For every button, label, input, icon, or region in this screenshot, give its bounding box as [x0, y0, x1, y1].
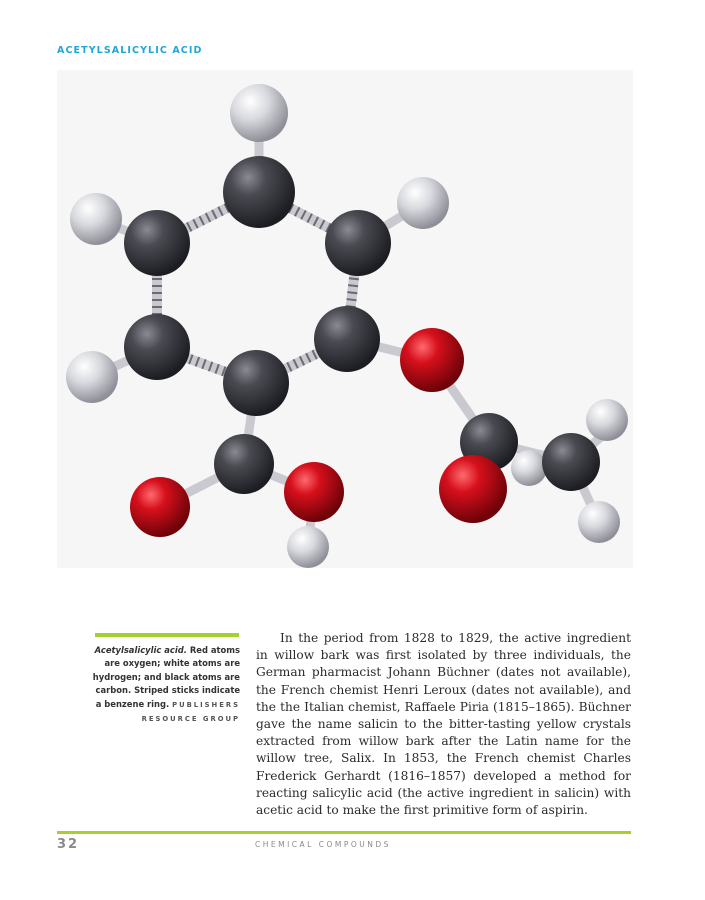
- hydrogen-atom: [66, 351, 118, 403]
- hydrogen-atom: [397, 177, 449, 229]
- hydrogen-atom: [578, 501, 620, 543]
- hydrogen-atom: [511, 450, 547, 486]
- caption-title: Acetylsalicylic acid.: [94, 645, 187, 655]
- figure-caption: [92, 644, 240, 726]
- page-number: 32: [57, 837, 80, 852]
- running-head: ACETYLSALICYLIC ACID: [57, 45, 203, 56]
- hydrogen-atom: [70, 193, 122, 245]
- oxygen-atom: [439, 455, 507, 523]
- oxygen-atom: [130, 477, 190, 537]
- carbon-atom: [214, 434, 274, 494]
- carbon-atom: [124, 210, 190, 276]
- oxygen-atom: [400, 328, 464, 392]
- carbon-atom: [124, 314, 190, 380]
- molecule-model: [57, 70, 633, 568]
- hydrogen-atom: [287, 526, 329, 568]
- carbon-atom: [325, 210, 391, 276]
- body-paragraph: In the period from 1828 to 1829, the active ingredient in willow bark was first isolated by three individuals, the German pharmacist Johann Büchner (dates not available), the French chemist Henri Leroux (dates not available), and the the Italian chemist, Raffaele Piria (1815–1865). Büchner gave the name salicin to the bitter-tasting yellow crystals extracted from willow bark after the Latin name for the willow tree, Salix. In 1853, the French chemist Charles Frederick Gerhardt (1816–1857) developed a method for reacting salicylic acid (the active ingredient in salicin) with acetic acid to make the first primitive form of aspirin.: [256, 631, 631, 818]
- molecule-figure: [57, 70, 633, 568]
- caption-credit: PUBLISHERS RESOURCE GROUP: [141, 700, 240, 724]
- carbon-atom: [542, 433, 600, 491]
- hydrogen-atom: [586, 399, 628, 441]
- oxygen-atom: [284, 462, 344, 522]
- caption-body: Red atoms are oxygen; white atoms are hydrogen; and black atoms are carbon. Striped sticks indicate a benzene ring.: [92, 645, 240, 709]
- book-title: CHEMICAL COMPOUNDS: [255, 840, 391, 849]
- carbon-atom: [223, 156, 295, 228]
- caption-rule: [95, 633, 239, 637]
- footer-rule: [57, 831, 631, 834]
- carbon-atom: [314, 306, 380, 372]
- carbon-atom: [223, 350, 289, 416]
- hydrogen-atom: [230, 84, 288, 142]
- carbon-atoms: [124, 156, 600, 494]
